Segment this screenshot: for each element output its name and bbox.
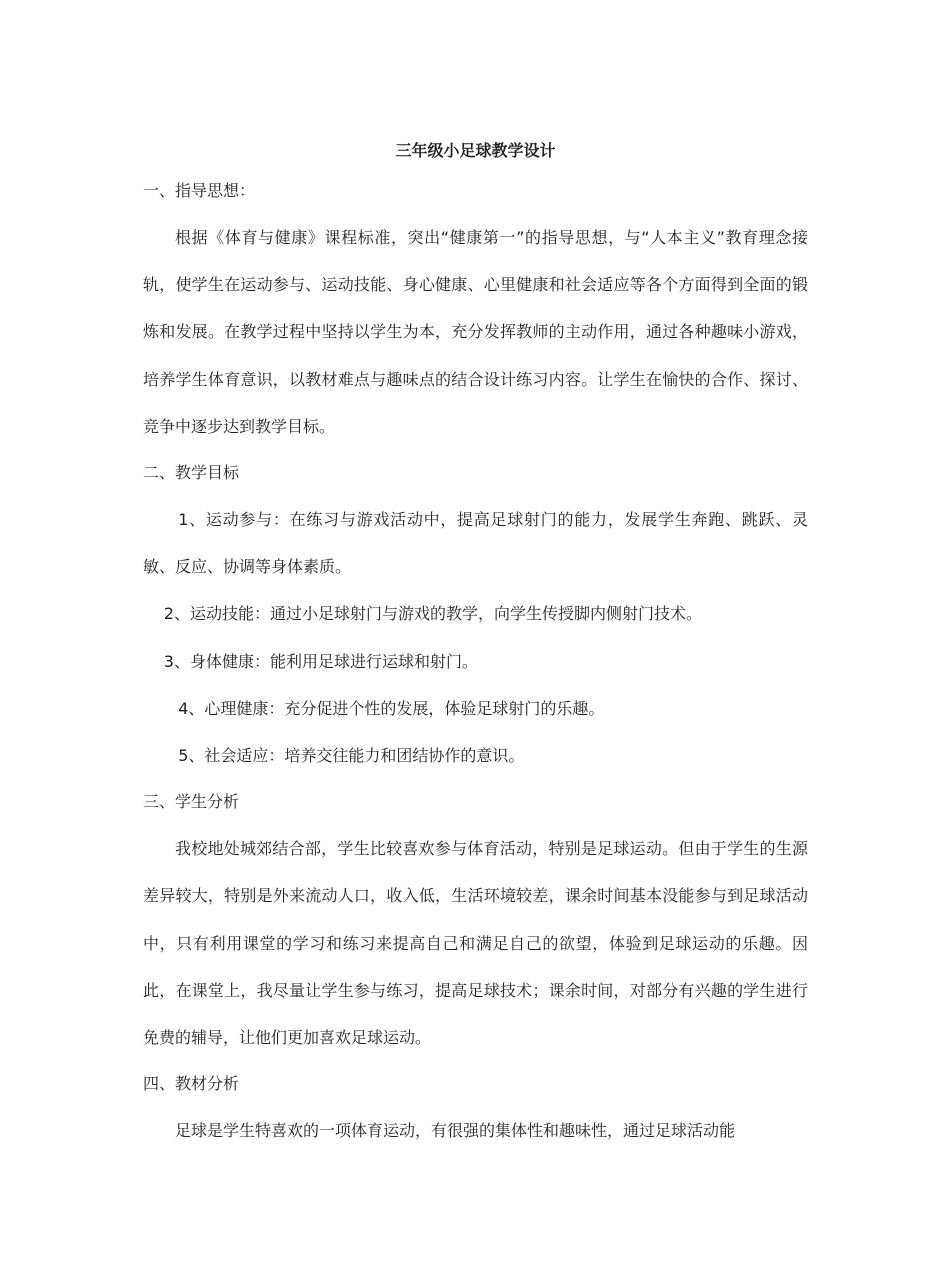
section-heading-material-analysis: 四、教材分析 — [143, 1074, 240, 1094]
document-page — [143, 136, 808, 1154]
section-heading-guiding-thought: 一、指导思想： — [143, 181, 256, 200]
goal-item-participation: 1、运动参与：在练习与游戏活动中，提高足球射门的能力，发展学生奔跑、跳跃、灵敏、反应、协调等身体素质。 — [143, 510, 808, 577]
section-heading-student-analysis: 三、学生分析 — [143, 792, 240, 812]
document-title: 三年级小足球教学设计 — [395, 141, 556, 160]
guiding-thought-paragraph: 根据《体育与健康》课程标准，突出“健康第一”的指导思想，与“人本主义”教育理念接轨，使学生在运动参与、运动技能、身心健康、心里健康和社会适应等各个方面得到全面的锻炼和发展。在教学过程中坚持以学生为本，充分发挥教师的主动作用，通过各种趣味小游戏，培养学生体育意识，以教材难点与趣味点的结合设计练习内容。让学生在愉快的合作、探讨、竞争中逐步达到教学目标。 — [143, 228, 808, 436]
goal-item-mental-health: 4、心理健康：充分促进个性的发展，体验足球射门的乐趣。 — [178, 698, 605, 718]
section-heading-teaching-goals: 二、教学目标 — [143, 463, 240, 483]
goal-item-social-adaptation: 5、社会适应：培养交往能力和团结协作的意识。 — [178, 746, 525, 766]
student-analysis-paragraph: 我校地处城郊结合部，学生比较喜欢参与体育活动，特别是足球运动。但由于学生的生源差异较大，特别是外来流动人口，收入低，生活环境较差，课余时间基本没能参与到足球活动中，只有利用课堂的学习和练习来提高自己和满足自己的欲望，体验到足球运动的乐趣。因此，在课堂上，我尽量让学生参与练习，提高足球技术；课余时间，对部分有兴趣的学生进行免费的辅导，让他们更加喜欢足球运动。 — [143, 839, 808, 1048]
goal-item-physical-health: 3、身体健康：能利用足球进行运球和射门。 — [163, 651, 478, 671]
material-analysis-paragraph: 足球是学生特喜欢的一项体育运动，有很强的集体性和趣味性，通过足球活动能 — [175, 1121, 736, 1141]
goal-item-skills: 2、运动技能：通过小足球射门与游戏的教学，向学生传授脚内侧射门技术。 — [163, 604, 702, 624]
